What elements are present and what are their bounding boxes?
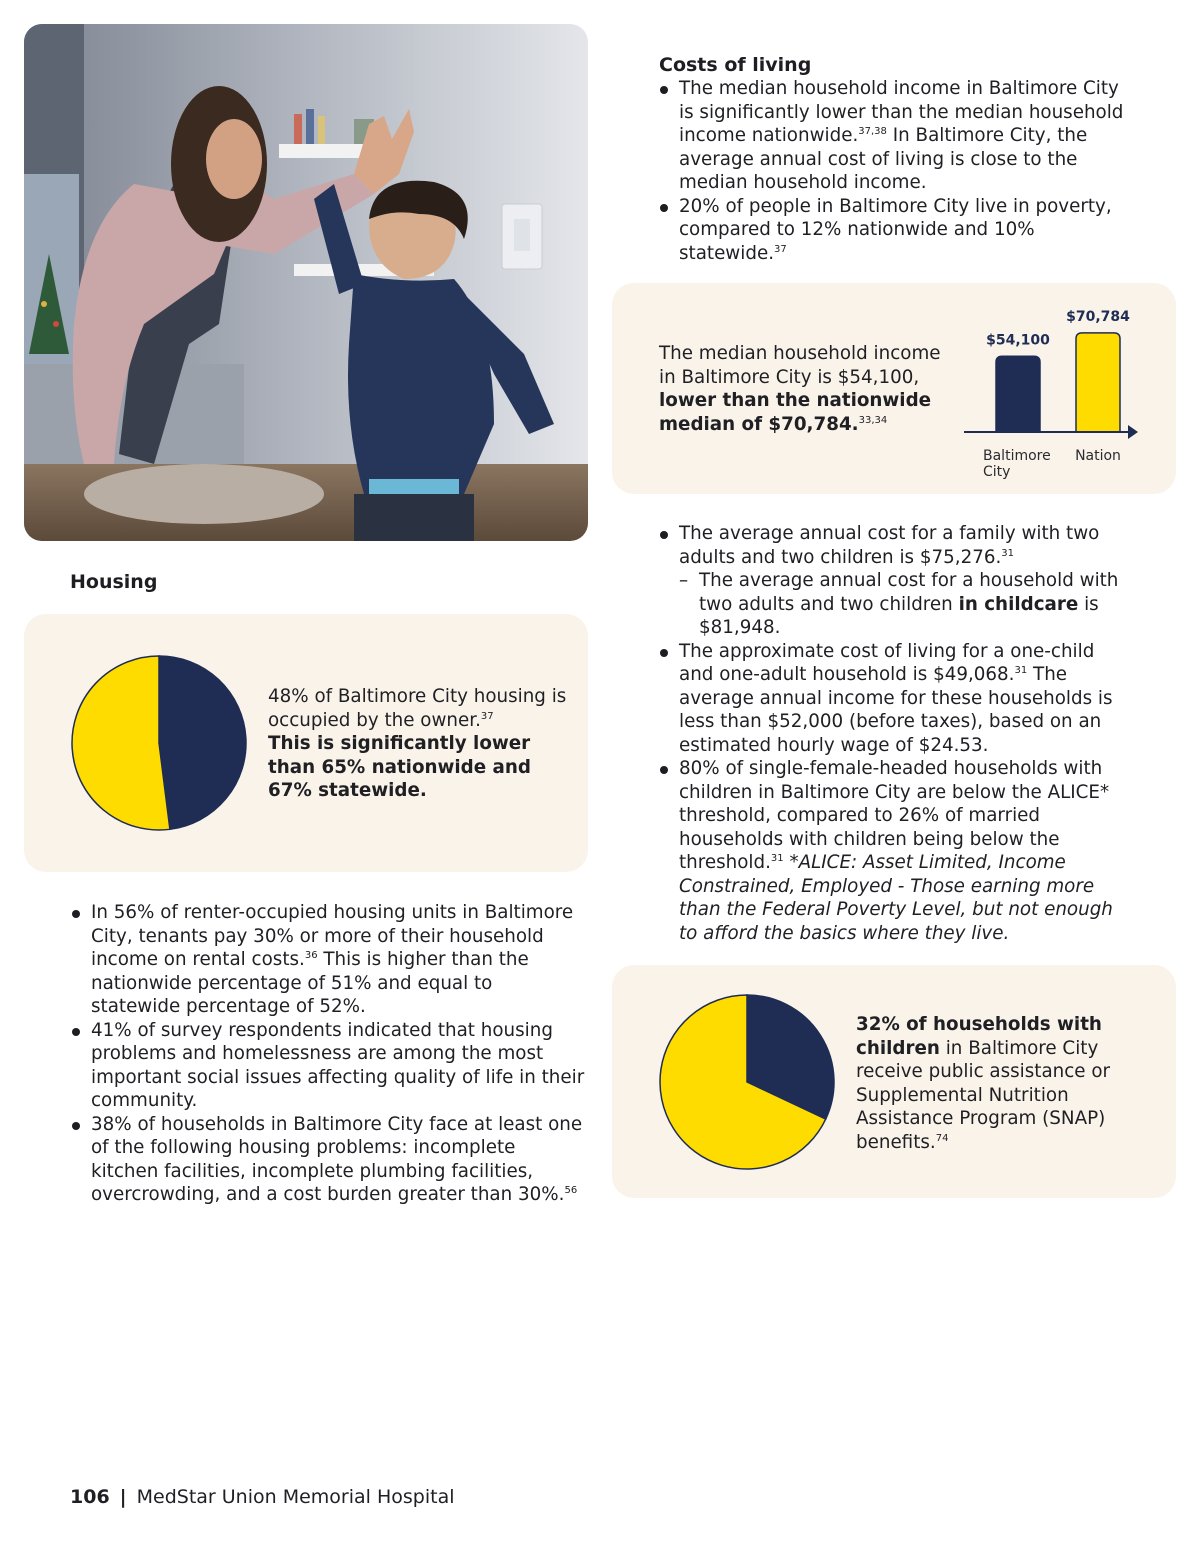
page-footer <box>70 1486 455 1508</box>
list-item: The average annual cost for a family with two adults and two children is $75,276.31 <box>659 522 1129 569</box>
pie-slice-owner-occupied <box>159 656 246 829</box>
bar-value-label: $54,100 <box>986 332 1050 349</box>
owner-occupied-statement: 48% of Baltimore City housing is occupied by the owner.$^{37}$ This is significantly lower than 65% nationwide and 67% statewide. <box>268 686 567 801</box>
list-item: 38% of households in Baltimore City face at least one of the following housing problems: incomplete kitchen facilities, incomplete plumbing facilities, overcrowding, and a cost burden greater than 30%.$^{56}$ <box>71 1113 585 1207</box>
snap-statement: 32% of households with children in Baltimore City receive public assistance or Supplemental Nutrition Assistance Program (SNAP) benefits.$^{74}$ <box>856 1014 1111 1153</box>
median-income-statement: The median household income in Baltimore City is $54,100, lower than the nationwide median of $70,784.$^{33,34}$ <box>659 343 941 435</box>
list-item: 41% of survey respondents indicated that housing problems and homelessness are among the most important social issues affecting quality of life in their community. <box>71 1019 585 1113</box>
pie-slice-other <box>72 656 170 830</box>
page-number: 106 <box>70 1486 110 1508</box>
bar-value-label: $70,784 <box>1066 308 1130 325</box>
housing-heading: Housing <box>70 571 158 593</box>
list-item: In 56% of renter-occupied housing units in Baltimore City, tenants pay 30% or more of their household income on rental costs.$^{36}$ This is higher than the nationwide percentage of 51% and equal to statewide percentage of 52%. <box>71 901 585 1019</box>
family-costs-list <box>659 522 1129 945</box>
bar-baltimore-city <box>996 356 1040 432</box>
bar-category-label: Baltimore <box>983 448 1051 464</box>
list-item: The approximate cost of living for a one-child and one-adult household is $49,068.31 The average annual income for these households is less than $52,000 (before taxes), based on an estimated hourly wage of $24.53. <box>659 640 1129 758</box>
bar-category-label: Nation <box>1075 448 1121 464</box>
bar-nation <box>1076 333 1120 432</box>
list-item: 80% of single-female-headed households with children in Baltimore City are below the ALICE* threshold, compared to 26% of married households with children being below the threshold.$^{31}$ *ALICE: Asset Limited, Income Constrained, Employed - Those earning more than the Federal Poverty Level, but not enough to afford the basics where they live. <box>659 757 1129 945</box>
costs-of-living-list <box>659 77 1129 265</box>
median-income-bar-chart <box>950 295 1170 490</box>
list-item: 20% of people in Baltimore City live in poverty, compared to 12% nationwide and 10% statewide.$^{37}$ <box>659 195 1129 266</box>
owner-occupied-pie-chart <box>64 648 254 838</box>
housing-list <box>71 901 585 1207</box>
list-item: – The average annual cost for a household with two adults and two children in childcare is $81,948. <box>659 569 1129 640</box>
costs-of-living-heading: Costs of living <box>659 54 812 76</box>
footer-separator: | <box>119 1486 127 1508</box>
snap-pie-chart <box>652 987 842 1177</box>
bar-category-label: City <box>983 464 1011 480</box>
list-item: The median household income in Baltimore City is significantly lower than the median household income nationwide.$^{37,38}$ In Baltimore City, the average annual cost of living is close to the median household income. <box>659 77 1129 195</box>
footer-org-name: MedStar Union Memorial Hospital <box>136 1486 455 1508</box>
x-axis-arrow-icon <box>1128 425 1138 439</box>
photo-mother-and-child <box>24 24 588 541</box>
